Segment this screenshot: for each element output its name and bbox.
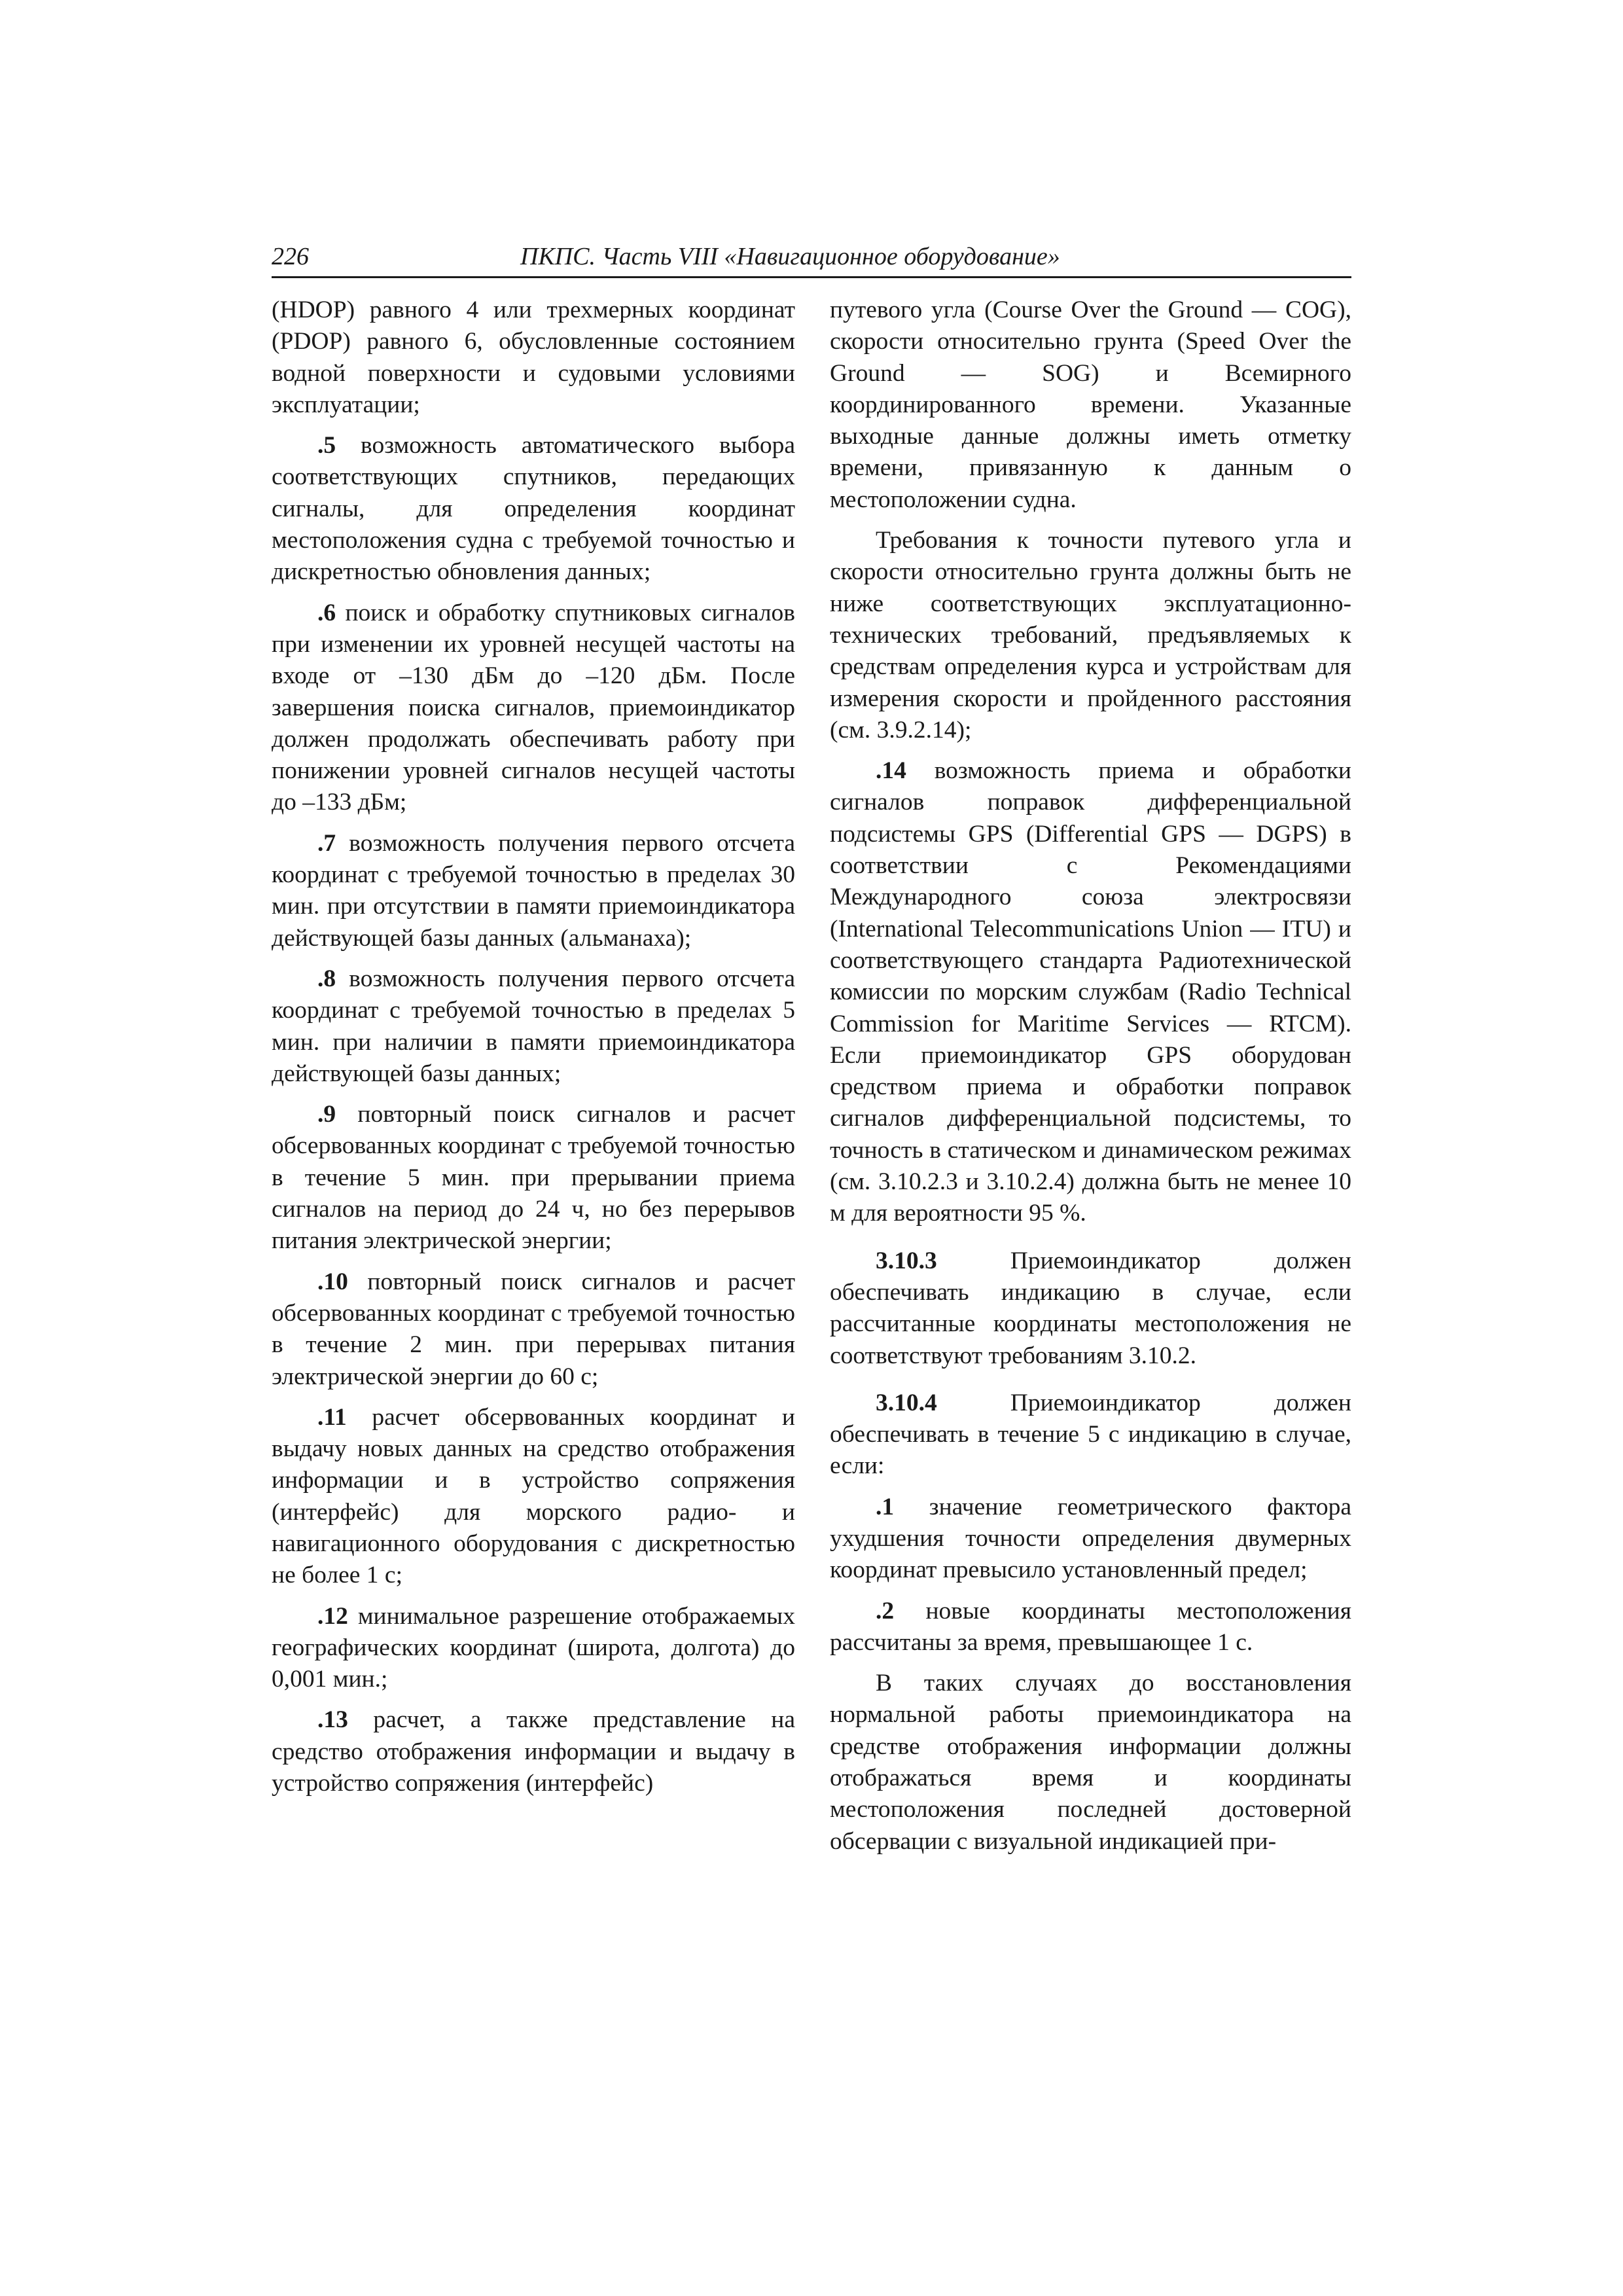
list-item-12 [272, 1601, 795, 1696]
list-item-10 [272, 1266, 795, 1393]
item-text: повторный поиск сигналов и расчет обсервованных координат с требуемой точностью в течение 5 мин. при прерывании приема сигналов на период до 24 ч, но без перерывов питания электрической энергии; [272, 1101, 795, 1255]
section-3-10-4 [830, 1388, 1351, 1482]
section-number: 3.10.4 [876, 1389, 937, 1416]
item-text: возможность получения первого отсчета координат с требуемой точностью в пределах 5 мин. при наличии в памяти приемоиндикатора действующей базы данных; [272, 965, 795, 1087]
left-column [272, 295, 795, 1808]
item-number: .13 [317, 1706, 348, 1734]
item-number: .5 [317, 432, 336, 459]
item-text: возможность автоматического выбора соответствующих спутников, передающих сигналы, для определения координат местоположения судна с требуемой точностью и дискретностью обновления данных; [272, 432, 795, 586]
item-number: .9 [317, 1101, 336, 1128]
list-item-14 [830, 755, 1351, 1229]
list-item-11 [272, 1402, 795, 1592]
item-text: значение геометрического фактора ухудшения точности определения двумерных координат превысило установленный предел; [830, 1493, 1351, 1584]
list-item-13 [272, 1704, 795, 1799]
item-number: .14 [876, 757, 906, 785]
item-text: новые координаты местоположения рассчитаны за время, превышающее 1 с. [830, 1597, 1351, 1656]
item-number: .2 [876, 1597, 895, 1624]
item-text: минимальное разрешение отображаемых географических координат (широта, долгота) до 0,001 мин.; [272, 1602, 795, 1693]
paragraph: путевого угла (Course Over the Ground — COG), скорости относительно грунта (Speed Over the Ground — SOG) и Всемирного координированного времени. Указанные выходные данные должны иметь отметку времени, привязанную к данным о местоположении судна. [830, 296, 1351, 513]
item-number: .1 [876, 1493, 895, 1520]
item-text: расчет обсервованных координат и выдачу новых данных на средство отображения информации и в устройство сопряжения (интерфейс) для морского радио- и навигационного оборудования с дискретностью не более 1 с; [272, 1403, 795, 1589]
section-text: Приемоиндикатор должен обеспечивать индикацию в случае, если рассчитанные координаты местоположения не соответствуют требованиям 3.10.2. [830, 1247, 1351, 1369]
page-number: 226 [272, 243, 309, 270]
item-number: .11 [317, 1403, 347, 1431]
list-item-9 [272, 1099, 795, 1257]
right-column [830, 295, 1351, 1867]
item-text: повторный поиск сигналов и расчет обсервованных координат с требуемой точностью в течение 2 мин. при перерывах питания электрической энергии до 60 с; [272, 1268, 795, 1390]
paragraph: Требования к точности путевого угла и скорости относительно грунта должны быть не ниже соответствующих эксплуатационно-технических требований, предъявляемых к средствам определения курса и устройствам для измерения скорости и пройденного расстояния (см. 3.9.2.14); [830, 527, 1351, 744]
section-number: 3.10.3 [876, 1247, 937, 1274]
list-item-2 [830, 1596, 1351, 1659]
item-number: .7 [317, 829, 336, 857]
item-text: поиск и обработку спутниковых сигналов при изменении их уровней несущей частоты на входе от –130 дБм до –120 дБм. После завершения поиска сигналов, приемоиндикатор должен продолжать обеспечивать работу при понижении уровней сигналов несущей частоты до –133 дБм; [272, 599, 795, 816]
item-text: расчет, а также представление на средство отображения информации и выдачу в устройство сопряжения (интерфейс) [272, 1706, 795, 1797]
list-item-7 [272, 828, 795, 954]
list-item-6 [272, 598, 795, 819]
section-text: Приемоиндикатор должен обеспечивать в течение 5 с индикацию в случае, если: [830, 1389, 1351, 1480]
item-text: возможность приема и обработки сигналов поправок дифференциальной подсистемы GPS (Differential GPS — DGPS) в соответствии с Рекомендациями Международного союза электросвязи (International Telecommunications Union — ITU) и соответствующего стандарта Радиотехнической комиссии по морским службам (Radio Technical Commission for Maritime Services — RTCM). Если приемоиндикатор GPS оборудован средством приема и обработки поправок сигналов дифференциальной подсистемы, то точность в статическом и динамическом режимах (см. 3.10.2.3 и 3.10.2.4) должна быть не менее 10 м для вероятности 95 %. [830, 757, 1351, 1227]
running-header [272, 237, 1351, 278]
list-item-1 [830, 1492, 1351, 1587]
item-text: возможность получения первого отсчета координат с требуемой точностью в пределах 30 мин. при отсутствии в памяти приемоиндикатора действующей базы данных (альманаха); [272, 829, 795, 952]
section-3-10-3 [830, 1246, 1351, 1372]
item-number: .6 [317, 599, 336, 626]
item-number: .12 [317, 1602, 348, 1630]
paragraph: В таких случаях до восстановления нормальной работы приемоиндикатора на средстве отображения информации должны отображаться время и координаты местоположения последней достоверной обсервации с визуальной индикацией при- [830, 1670, 1351, 1855]
list-item-8 [272, 963, 795, 1090]
running-title: ПКПС. Часть VIII «Навигационное оборудование» [520, 243, 1060, 270]
item-number: .8 [317, 965, 336, 992]
list-item-5 [272, 430, 795, 588]
item-number: .10 [317, 1268, 348, 1295]
paragraph: (HDOP) равного 4 или трехмерных координат (PDOP) равного 6, обусловленные состоянием водной поверхности и судовыми условиями эксплуатации; [272, 296, 795, 418]
